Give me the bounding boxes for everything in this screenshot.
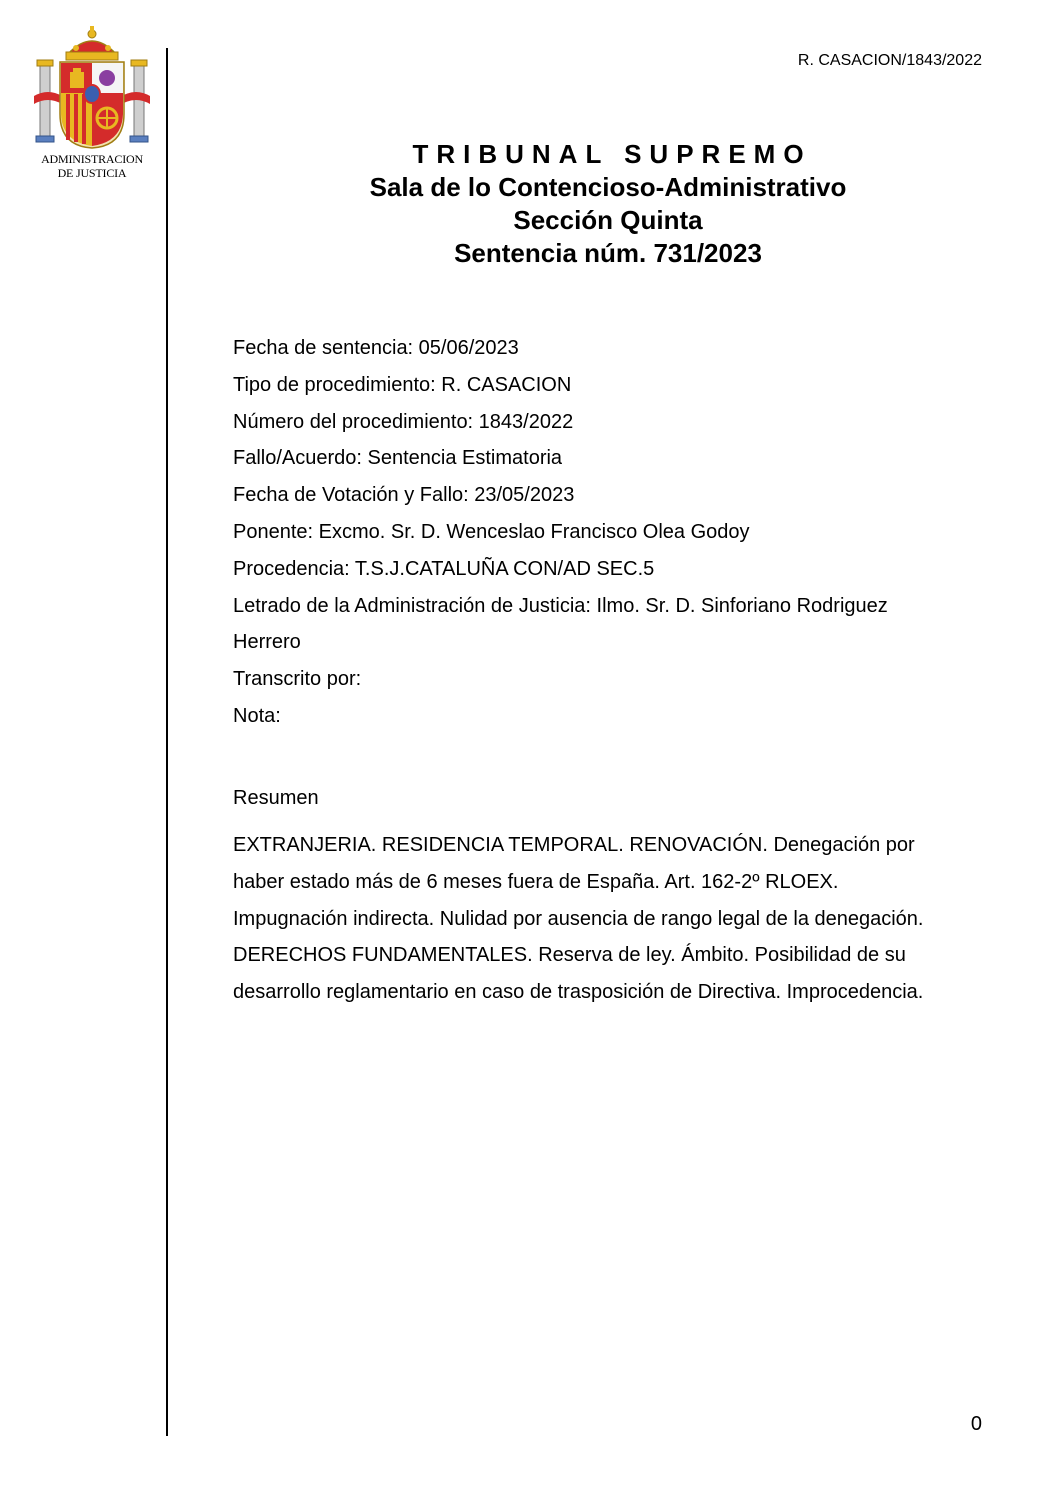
meta-ruling: Fallo/Acuerdo: Sentencia Estimatoria (233, 447, 563, 470)
coat-of-arms-spain-icon (28, 24, 156, 152)
summary-line: Impugnación indirecta. Nulidad por ausencia de rango legal de la denegación. (233, 907, 924, 930)
summary-line: EXTRANJERIA. RESIDENCIA TEMPORAL. RENOVACIÓN. Denegación por (233, 834, 915, 856)
meta-rapporteur: Ponente: Excmo. Sr. D. Wenceslao Francisco Olea Godoy (233, 520, 750, 543)
meta-origin: Procedencia: T.S.J.CATALUÑA CON/AD SEC.5 (233, 557, 655, 580)
case-reference: R. CASACION/1843/2022 (797, 52, 982, 69)
summary-heading: Resumen (233, 787, 319, 809)
logo-text (28, 152, 156, 180)
meta-clerk: Letrado de la Administración de Justicia: Ilmo. Sr. D. Sinforiano Rodriguez (233, 594, 888, 617)
title-block (260, 138, 956, 270)
meta-clerk-continued: Herrero (233, 631, 301, 654)
summary-line: desarrollo reglamentario en caso de trasposición de Directiva. Improcedencia. (233, 981, 924, 1004)
meta-transcribed-by: Transcrito por: (233, 668, 362, 691)
chamber-title: Sala de lo Contencioso-Administrativo (369, 172, 847, 202)
metadata-list (233, 330, 973, 735)
summary-line: haber estado más de 6 meses fuera de España. Art. 162-2º RLOEX. (233, 870, 839, 893)
meta-procedure-number: Número del procedimiento: 1843/2022 (233, 410, 574, 433)
margin-rule (166, 48, 168, 1436)
logo (28, 24, 156, 184)
logo-text-line1: ADMINISTRACION (41, 152, 143, 166)
court-title: TRIBUNAL SUPREMO (412, 139, 812, 169)
ruling-title: Sentencia núm. 731/2023 (454, 238, 762, 268)
summary-line: DERECHOS FUNDAMENTALES. Reserva de ley. Ámbito. Posibilidad de su (233, 944, 906, 967)
meta-procedure-type: Tipo de procedimiento: R. CASACION (233, 373, 572, 396)
meta-judgment-date: Fecha de sentencia: 05/06/2023 (233, 337, 519, 359)
logo-text-line2: DE JUSTICIA (57, 166, 127, 180)
meta-note: Nota: (233, 704, 281, 727)
summary-text (233, 827, 978, 1011)
page-number: 0 (970, 1413, 982, 1435)
section-title: Sección Quinta (513, 205, 703, 235)
meta-vote-date: Fecha de Votación y Fallo: 23/05/2023 (233, 484, 575, 507)
